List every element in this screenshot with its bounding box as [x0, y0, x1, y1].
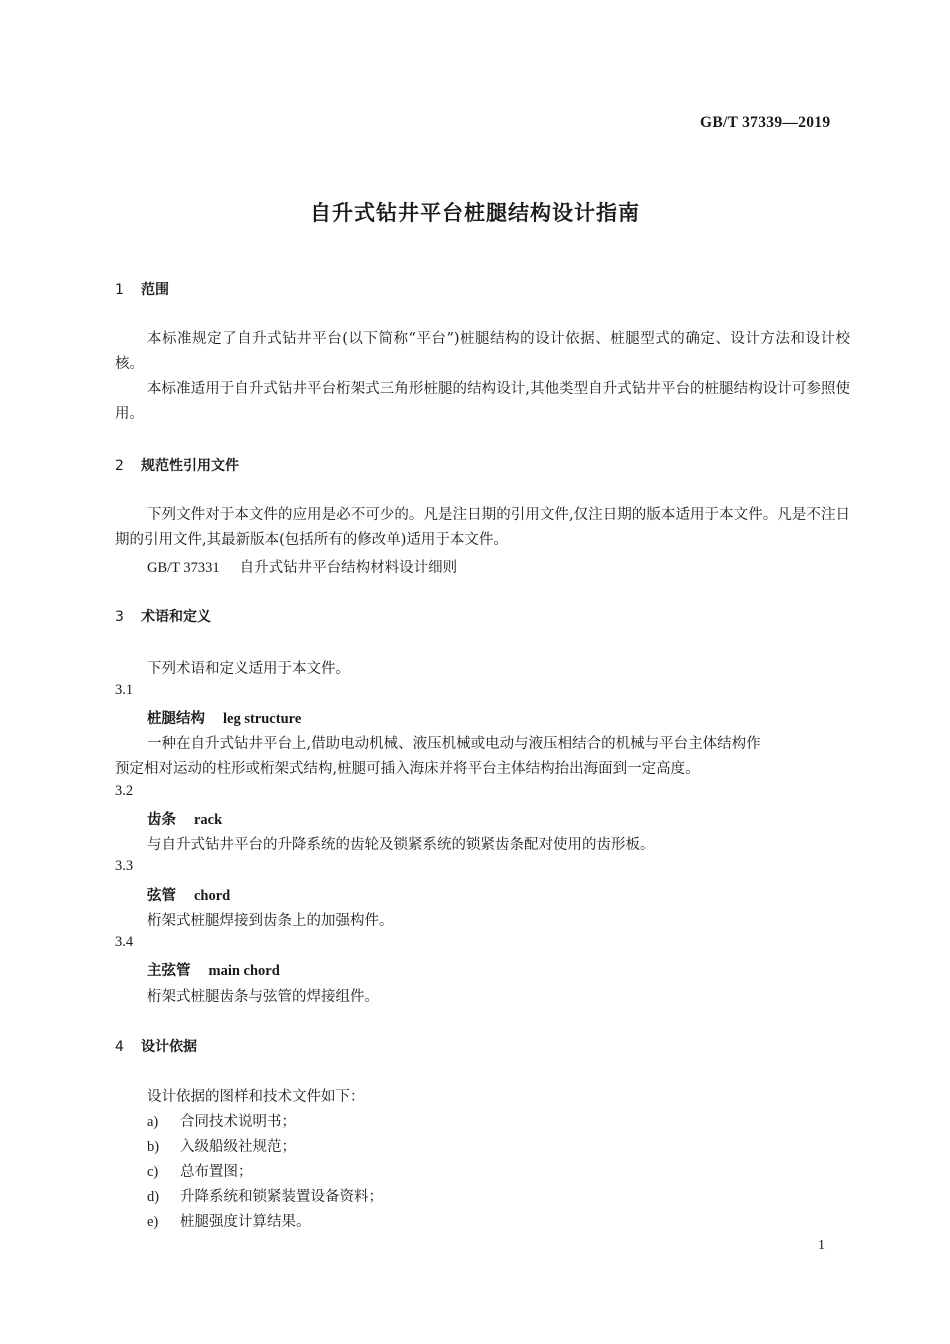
term-english: chord	[194, 888, 231, 904]
reference-title: 自升式钻井平台结构材料设计细则	[239, 560, 458, 576]
section-title: 术语和定义	[141, 609, 211, 625]
section-title: 范围	[141, 282, 169, 298]
list-item	[147, 1185, 383, 1206]
section-heading-terms	[115, 606, 211, 626]
term-definition-continued: 预定相对运动的柱形或桁架式结构,桩腿可插入海床并将平台主体结构抬出海面到一定高度。	[115, 761, 700, 777]
term-chinese: 弦管	[147, 888, 176, 904]
term-chinese: 主弦管	[147, 963, 191, 979]
section-number: 4	[115, 1039, 124, 1055]
list-item-label: c)	[147, 1164, 159, 1180]
section-heading-scope	[115, 279, 169, 299]
section-number: 2	[115, 458, 124, 474]
list-item	[147, 1135, 296, 1156]
section-title: 设计依据	[141, 1039, 197, 1055]
list-item-text: 升降系统和锁紧装置设备资料；	[180, 1189, 383, 1205]
term-english: main chord	[208, 963, 280, 979]
term-english: leg structure	[223, 711, 302, 727]
list-item-text: 入级船级社规范；	[180, 1139, 296, 1155]
page-number: 1	[818, 1238, 825, 1253]
paragraph: 下列文件对于本文件的应用是必不可少的。凡是注日期的引用文件,仅注日期的版本适用于本文件。凡是不注日期的引用文件,其最新版本(包括所有的修改单)适用于本文件。	[115, 507, 850, 548]
term-english: rack	[194, 812, 223, 828]
list-item-label: e)	[147, 1214, 159, 1230]
list-item-text: 桩腿强度计算结果。	[180, 1214, 311, 1230]
section-heading-design-basis	[115, 1036, 197, 1056]
term-heading	[147, 959, 280, 980]
term-definition: 桁架式桩腿齿条与弦管的焊接组件。	[147, 989, 379, 1005]
term-definition: 桁架式桩腿焊接到齿条上的加强构件。	[147, 913, 394, 929]
section-number: 1	[115, 282, 124, 298]
document-title: 自升式钻井平台桩腿结构设计指南	[310, 201, 640, 225]
term-number: 3.3	[115, 858, 134, 874]
list-item-label: b)	[147, 1139, 160, 1155]
list-item-label: a)	[147, 1114, 159, 1130]
list-item	[147, 1210, 311, 1231]
reference-code: GB/T 37331	[147, 560, 220, 576]
section-heading-normative-references	[115, 455, 239, 475]
term-definition: 与自升式钻井平台的升降系统的齿轮及锁紧系统的锁紧齿条配对使用的齿形板。	[147, 837, 655, 853]
list-item-text: 总布置图；	[180, 1164, 253, 1180]
list-item	[147, 1160, 253, 1181]
paragraph: 设计依据的图样和技术文件如下：	[147, 1089, 365, 1105]
term-definition: 一种在自升式钻井平台上,借助电动机械、液压机械或电动与液压相结合的机械与平台主体结构作	[147, 736, 761, 752]
term-heading	[147, 808, 222, 829]
paragraph: 本标准适用于自升式钻井平台桁架式三角形桩腿的结构设计,其他类型自升式钻井平台的桩腿结构设计可参照使用。	[115, 381, 850, 422]
list-item	[147, 1110, 296, 1131]
term-chinese: 桩腿结构	[147, 711, 205, 727]
standard-number: GB/T 37339—2019	[700, 114, 831, 131]
reference-entry	[147, 556, 457, 577]
list-item-label: d)	[147, 1189, 160, 1205]
term-number: 3.1	[115, 682, 134, 698]
paragraph: 本标准规定了自升式钻井平台(以下简称“平台”)桩腿结构的设计依据、桩腿型式的确定、设计方法和设计校核。	[115, 331, 850, 372]
section-title: 规范性引用文件	[141, 458, 239, 474]
term-chinese: 齿条	[147, 812, 176, 828]
term-number: 3.2	[115, 783, 134, 799]
term-heading	[147, 884, 230, 905]
list-item-text: 合同技术说明书；	[180, 1114, 296, 1130]
paragraph: 下列术语和定义适用于本文件。	[147, 661, 350, 677]
term-heading	[147, 707, 301, 728]
section-number: 3	[115, 609, 124, 625]
term-number: 3.4	[115, 934, 134, 950]
